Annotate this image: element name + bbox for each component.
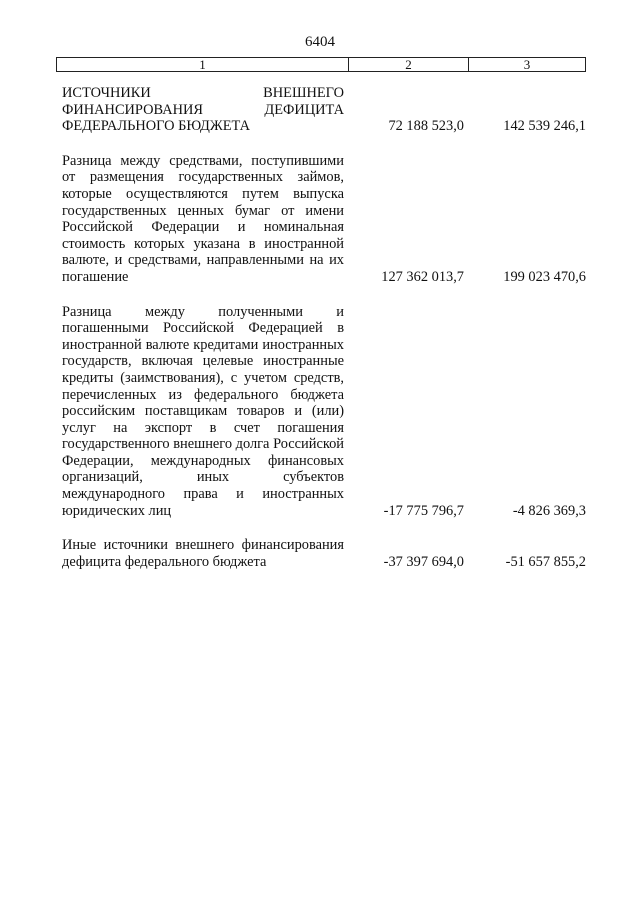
header-col-3: 3 — [523, 57, 531, 72]
table-row — [62, 537, 586, 570]
row-value-col-3: 199 023 470,6 — [503, 268, 586, 285]
row-value-col-2: 127 362 013,7 — [381, 268, 464, 285]
row-label: Разница между средствами, поступившими от размещения государственных займов, которые осуществляются путем выпуска государственных ценных бумаг от имени Российской Федерации и номинальная стоимость которых указана в иностранной валюте, и средствами, направленными на их погашение — [62, 152, 344, 285]
header-col-2: 2 — [349, 58, 469, 71]
table-row — [62, 304, 586, 520]
row-value-col-3: -51 657 855,2 — [505, 553, 586, 570]
row-value-col-3: -4 826 369,3 — [512, 502, 586, 519]
header-col-1: 1 — [57, 58, 349, 71]
table-header — [56, 57, 586, 72]
row-value-col-3: 142 539 246,1 — [503, 118, 586, 135]
row-value-col-2: -37 397 694,0 — [383, 553, 464, 570]
table-row — [62, 153, 586, 286]
row-label: ИСТОЧНИКИ ВНЕШНЕГО ФИНАНСИРОВАНИЯ ДЕФИЦИТА ФЕДЕРАЛЬНОГО БЮДЖЕТА — [62, 85, 344, 135]
row-value-col-2: -17 775 796,7 — [383, 502, 464, 519]
row-label: Иные источники внешнего финансирования дефицита федерального бюджета — [62, 537, 344, 570]
row-value-col-2: 72 188 523,0 — [388, 118, 464, 135]
table-body — [62, 85, 586, 588]
table-row — [62, 85, 586, 135]
row-label: Разница между полученными и погашенными Российской Федерацией в иностранной валюте кредитами иностранных государств, включая целевые иностранные кредиты (заимствования), с учетом средств, перечисленных из федерального бюджета российским поставщикам товаров и (или) услуг на экспорт в счет погашения государственного внешнего долга Российской Федерации, международных финансовых организаций, иных субъектов международного права и иностранных юридических лиц — [62, 303, 344, 519]
page-number: 6404 — [305, 34, 335, 50]
